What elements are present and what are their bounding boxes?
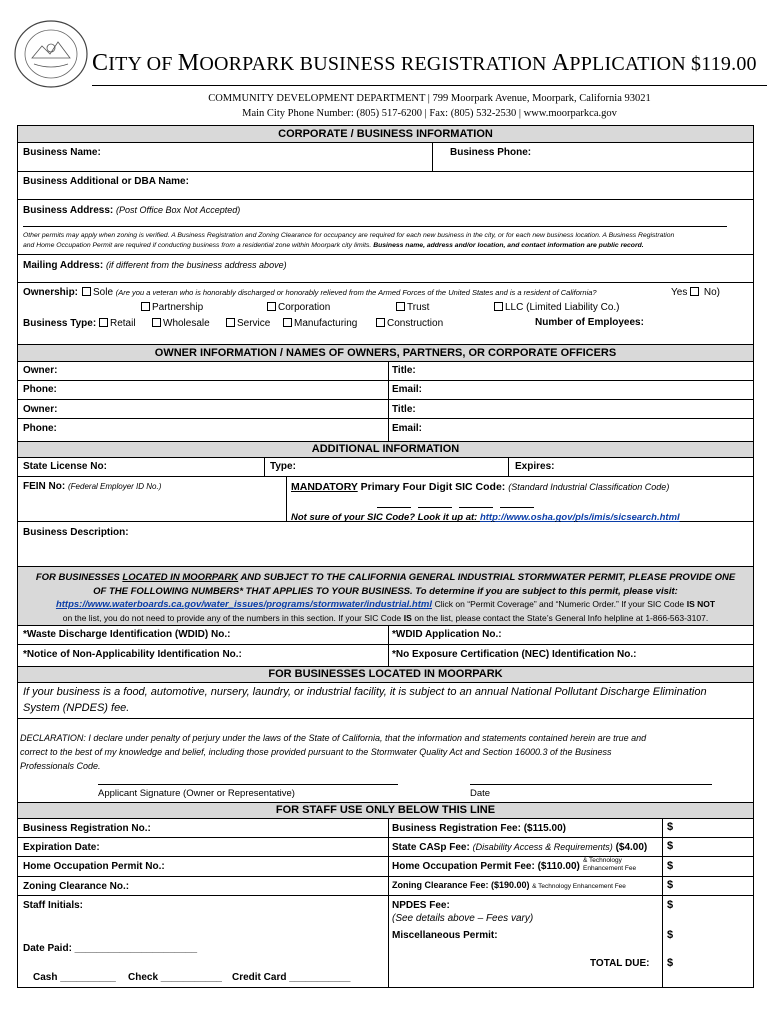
misc-permit-amount[interactable]: $ [667, 929, 674, 941]
signature-label: Applicant Signature (Owner or Representative) [98, 788, 295, 799]
dba-name-field[interactable]: Business Additional or DBA Name: [23, 176, 189, 187]
stormwater-link[interactable]: https://www.waterboards.ca.gov/water_issues/programs/stormwater/industrial.html [55, 599, 432, 610]
type-retail-option[interactable]: Retail [99, 318, 136, 329]
ownership-llc-option[interactable]: LLC (Limited Liability Co.) [494, 302, 620, 313]
casp-fee-amount[interactable]: $ [667, 840, 674, 852]
wdid-field[interactable]: *Waste Discharge Identification (WDID) No.: [23, 629, 231, 640]
total-due-amount[interactable]: $ [667, 957, 674, 969]
home-occupation-fee-amount[interactable]: $ [667, 860, 674, 872]
business-phone-field[interactable]: Business Phone: [450, 147, 532, 158]
city-seal-logo [12, 18, 90, 90]
owner-2-email-field[interactable]: Email: [392, 423, 423, 434]
checkbox-icon[interactable] [690, 287, 699, 296]
employees-field[interactable]: Number of Employees: [535, 317, 644, 328]
owner-2-phone-field[interactable]: Phone: [23, 423, 57, 434]
sic-digit-line [459, 507, 493, 508]
type-service-option[interactable]: Service [226, 318, 270, 329]
type-construction-option[interactable]: Construction [376, 318, 443, 329]
signature-line[interactable] [98, 784, 398, 785]
checkbox-icon[interactable] [152, 318, 161, 327]
ownership-label: Ownership: [23, 287, 79, 298]
type-wholesale-option[interactable]: Wholesale [152, 318, 210, 329]
corporate-header: CORPORATE / BUSINESS INFORMATION [278, 128, 493, 140]
sic-code-field[interactable]: MANDATORY Primary Four Digit SIC Code: (Standard Industrial Classification Code) [291, 481, 670, 493]
payment-credit-field[interactable]: Credit Card ___________ [232, 972, 351, 983]
wdid-application-field[interactable]: *WDID Application No.: [392, 629, 502, 640]
nai-field[interactable]: *Notice of Non-Applicability Identification No.: [23, 649, 242, 660]
nec-field[interactable]: *No Exposure Certification (NEC) Identification No.: [392, 649, 637, 660]
checkbox-icon[interactable] [99, 318, 108, 327]
npdes-notice: If your business is a food, automotive, nursery, laundry, or industrial facility, it is subject to an annual National Pollutant Discharge Elimination System (NPDES) fee. [23, 686, 707, 714]
license-expires-field[interactable]: Expires: [515, 461, 555, 472]
sic-digit-line [418, 507, 452, 508]
expiration-date-field[interactable]: Expiration Date: [23, 842, 100, 853]
home-occupation-fee-label: Home Occupation Permit Fee: ($110.00) [392, 861, 580, 872]
checkbox-icon[interactable] [267, 302, 276, 311]
sic-lookup-link[interactable]: http://www.osha.gov/pls/imis/sicsearch.html [479, 512, 680, 523]
business-name-field[interactable]: Business Name: [23, 147, 101, 158]
owner-1-phone-field[interactable]: Phone: [23, 384, 57, 395]
business-address-field[interactable]: Business Address: (Post Office Box Not Accepted) [23, 205, 241, 216]
casp-fee-label: State CASp Fee: (Disability Access & Requirements) ($4.00) [392, 842, 648, 853]
title-rule [92, 85, 767, 86]
form-title: CITY OF MOORPARK BUSINESS REGISTRATION APPLICATION $119.00 [92, 50, 757, 76]
owner-2-field[interactable]: Owner: [23, 404, 58, 415]
permits-note: Other permits may apply when zoning is verified. A Business Registration and Zoning Clearance for occupancy are required for each new business in the city, or for each new business location. A Business Registration and Home Occupation Permit are required if conducting business from a residential zone within Moorpark city limits. Business name, address and/or location, and contact information are public record. [23, 232, 675, 249]
staff-initials-field[interactable]: Staff Initials: [23, 900, 84, 911]
npdes-fee-note: (See details above – Fees vary) [392, 913, 534, 924]
additional-header: ADDITIONAL INFORMATION [311, 443, 460, 455]
sic-digit-line [377, 507, 411, 508]
zoning-clearance-no-field[interactable]: Zoning Clearance No.: [23, 881, 130, 892]
address-underline [23, 226, 727, 227]
business-type-label: Business Type: [23, 318, 97, 329]
checkbox-icon[interactable] [141, 302, 150, 311]
owners-header: OWNER INFORMATION / NAMES OF OWNERS, PARTNERS, OR CORPORATE OFFICERS [154, 347, 617, 359]
ownership-sole-option[interactable]: Sole (Are you a veteran who is honorably discharged or honorably relieved from the Armed Forces of the United States and is a resident of California? [82, 287, 597, 298]
type-manufacturing-option[interactable]: Manufacturing [283, 318, 357, 329]
business-description-field[interactable]: Business Description: [23, 527, 129, 538]
ownership-partnership-option[interactable]: Partnership [141, 302, 203, 313]
checkbox-icon[interactable] [494, 302, 503, 311]
zoning-fee-label: Zoning Clearance Fee: ($190.00) & Technology Enhancement Fee [392, 880, 626, 890]
stormwater-notice: FOR BUSINESSES LOCATED IN MOORPARK AND SUBJECT TO THE CALIFORNIA GENERAL INDUSTRIAL STORMWATER PERMIT, PLEASE PROVIDE ONE OF THE FOLLOWING NUMBERS* THAT APPLIES TO YOUR BUSINESS. To determine if you are subject to this permit, please visit: https://www.waterboards.ca.gov/water_issues/programs/stormwater/industrial.html Click on “Permit Coverage” and “Numeric Order.” If your SIC Code IS NOT on the list, you do not need to provide any of the numbers in this section. If your SIC Code IS on the list, please contact the State’s General Info helpline at 1-866-563-3107. [35, 572, 736, 623]
payment-check-field[interactable]: Check ___________ [128, 972, 222, 983]
npdes-fee-label: NPDES Fee: [392, 900, 450, 911]
home-tech-fee-note: & Technology Enhancement Fee [583, 857, 637, 872]
checkbox-icon[interactable] [376, 318, 385, 327]
registration-no-field[interactable]: Business Registration No.: [23, 823, 151, 834]
sic-digit-line [500, 507, 534, 508]
owner-1-email-field[interactable]: Email: [392, 384, 423, 395]
date-label: Date [470, 788, 491, 799]
ownership-trust-option[interactable]: Trust [396, 302, 429, 313]
npdes-header: FOR BUSINESSES LOCATED IN MOORPARK [268, 668, 503, 680]
veteran-yes-option[interactable]: Yes No) [671, 287, 721, 298]
declaration: DECLARATION: I declare under penalty of perjury under the laws of the State of California, that the information and statements contained herein are true and correct to the best of my knowledge and belief, including those provided pursuant to the Stormwater Quality Act and Section 16000.3 of the Business Professionals Code. [20, 733, 647, 771]
misc-permit-label: Miscellaneous Permit: [392, 930, 498, 941]
owner-1-title-field[interactable]: Title: [392, 365, 416, 376]
registration-fee-amount[interactable]: $ [667, 821, 674, 833]
license-type-field[interactable]: Type: [270, 461, 296, 472]
checkbox-icon[interactable] [396, 302, 405, 311]
state-license-field[interactable]: State License No: [23, 461, 107, 472]
staff-header: FOR STAFF USE ONLY BELOW THIS LINE [275, 804, 496, 816]
sic-lookup-note: Not sure of your SIC Code? Look it up at: http://www.osha.gov/pls/imis/sicsearch.html [291, 512, 680, 523]
total-due-label: TOTAL DUE: [590, 958, 650, 969]
home-occupation-no-field[interactable]: Home Occupation Permit No.: [23, 861, 165, 872]
checkbox-icon[interactable] [82, 287, 91, 296]
department-contact: Main City Phone Number: (805) 517-6200 | Fax: (805) 532-2530 | www.moorparkca.gov [242, 108, 617, 119]
checkbox-icon[interactable] [283, 318, 292, 327]
department-address: COMMUNITY DEVELOPMENT DEPARTMENT | 799 Moorpark Avenue, Moorpark, California 93021 [208, 93, 651, 104]
owner-1-field[interactable]: Owner: [23, 365, 58, 376]
npdes-fee-amount[interactable]: $ [667, 899, 674, 911]
payment-cash-field[interactable]: Cash __________ [33, 972, 116, 983]
owner-2-title-field[interactable]: Title: [392, 404, 416, 415]
zoning-fee-amount[interactable]: $ [667, 879, 674, 891]
ownership-corporation-option[interactable]: Corporation [267, 302, 330, 313]
checkbox-icon[interactable] [226, 318, 235, 327]
fein-field[interactable]: FEIN No: (Federal Employer ID No.) [23, 481, 162, 492]
mailing-address-field[interactable]: Mailing Address: (if different from the business address above) [23, 260, 287, 271]
date-line[interactable] [470, 784, 712, 785]
date-paid-field[interactable]: Date Paid: ______________________ [23, 943, 198, 954]
registration-fee-label: Business Registration Fee: ($115.00) [392, 823, 566, 834]
